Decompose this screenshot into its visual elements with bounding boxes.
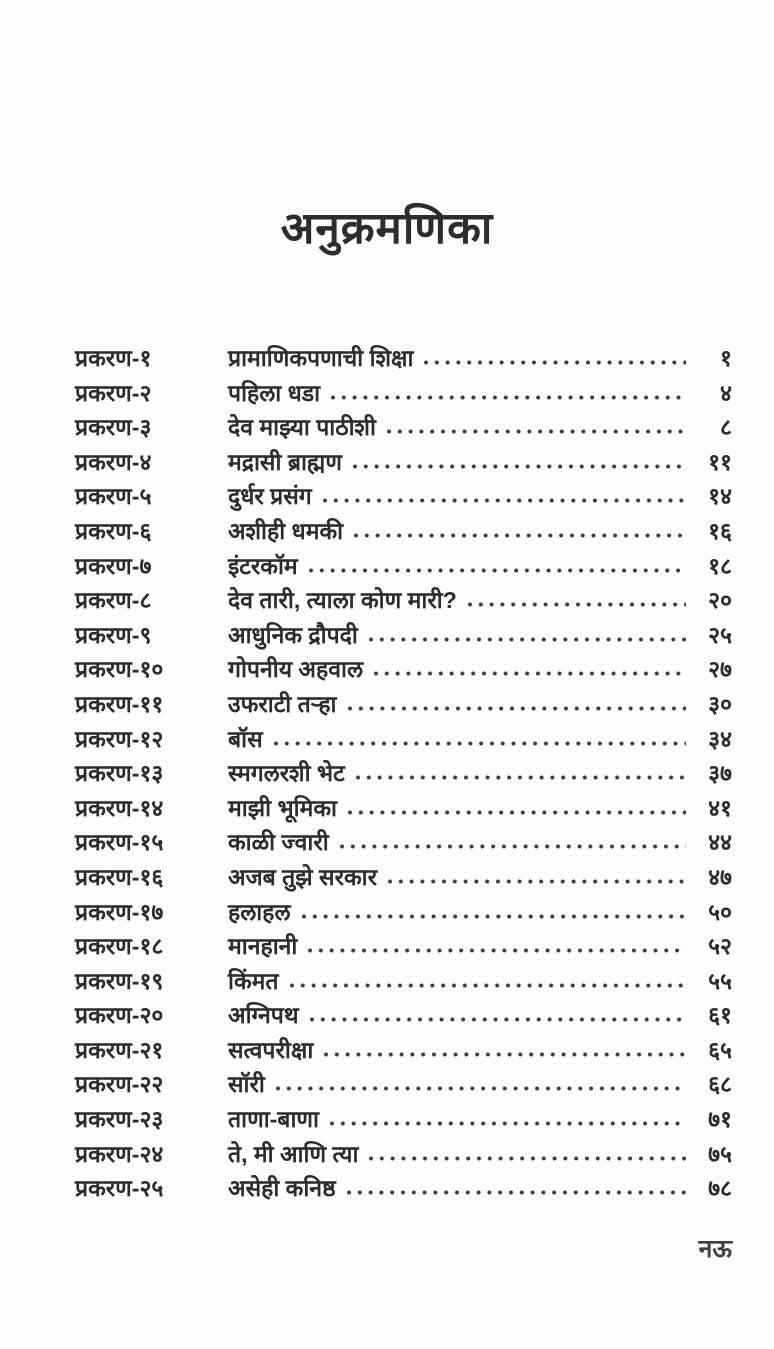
dot-leader bbox=[421, 358, 686, 366]
page-number: २७ bbox=[708, 656, 732, 683]
chapter-label: प्रकरण-२५ bbox=[75, 1175, 164, 1202]
dot-leader bbox=[287, 981, 687, 989]
toc-row bbox=[75, 998, 732, 1033]
chapter-title: दुर्धर प्रसंग bbox=[228, 483, 312, 510]
page-number: ३० bbox=[708, 690, 732, 717]
page-number: ७८ bbox=[708, 1175, 732, 1202]
dot-leader bbox=[353, 773, 686, 781]
toc-row bbox=[75, 549, 732, 584]
dot-leader bbox=[371, 669, 686, 677]
chapter-label: प्रकरण-१३ bbox=[75, 760, 164, 787]
page-number: ३७ bbox=[708, 760, 732, 787]
chapter-title: अजब तुझे सरकार bbox=[228, 863, 378, 890]
page-number: ५५ bbox=[708, 967, 732, 994]
page-number: ५० bbox=[708, 898, 732, 925]
toc-row bbox=[75, 1033, 732, 1068]
dot-leader bbox=[320, 496, 686, 504]
chapter-title: बॉस bbox=[228, 725, 263, 752]
chapter-label: प्रकरण-२ bbox=[75, 379, 152, 406]
toc-row bbox=[75, 825, 732, 860]
dot-leader bbox=[384, 427, 686, 435]
page-number: ११ bbox=[708, 448, 732, 475]
page-number: ६५ bbox=[708, 1036, 732, 1063]
chapter-label: प्रकरण-९ bbox=[75, 621, 152, 648]
chapter-title: आधुनिक द्रौपदी bbox=[228, 621, 358, 648]
dot-leader bbox=[345, 808, 686, 816]
dot-leader bbox=[385, 877, 686, 885]
page-number: ४१ bbox=[708, 794, 732, 821]
chapter-label: प्रकरण-१२ bbox=[75, 725, 164, 752]
chapter-title: गोपनीय अहवाल bbox=[228, 656, 364, 683]
chapter-title: काळी ज्वारी bbox=[228, 829, 329, 856]
page-number: ४७ bbox=[708, 863, 732, 890]
toc-row bbox=[75, 445, 732, 480]
toc-row bbox=[75, 341, 732, 376]
dot-leader bbox=[344, 1188, 686, 1196]
page-number: २० bbox=[708, 587, 732, 614]
toc-row bbox=[75, 756, 732, 791]
dot-leader bbox=[307, 1015, 686, 1023]
toc-row bbox=[75, 1102, 732, 1137]
page-number: ७१ bbox=[708, 1106, 732, 1133]
footer-page-number-word: नऊ bbox=[698, 1235, 732, 1263]
chapter-label: प्रकरण-८ bbox=[75, 587, 152, 614]
dot-leader bbox=[345, 704, 687, 712]
toc-row bbox=[75, 1171, 732, 1206]
chapter-label: प्रकरण-५ bbox=[75, 483, 152, 510]
chapter-label: प्रकरण-१९ bbox=[75, 967, 164, 994]
chapter-title: अशीही धमकी bbox=[228, 517, 344, 544]
page-number: १४ bbox=[708, 483, 732, 510]
page-number: ४ bbox=[720, 379, 732, 406]
page-number: ४४ bbox=[708, 829, 732, 856]
chapter-label: प्रकरण-३ bbox=[75, 414, 152, 441]
page-number: २५ bbox=[708, 621, 732, 648]
toc-list bbox=[75, 341, 732, 1206]
toc-row bbox=[75, 860, 732, 895]
toc-row bbox=[75, 376, 732, 411]
dot-leader bbox=[271, 739, 686, 747]
chapter-title: सत्वपरीक्षा bbox=[228, 1036, 314, 1063]
toc-row bbox=[75, 1137, 732, 1172]
chapter-label: प्रकरण-७ bbox=[75, 552, 152, 579]
page-number: १८ bbox=[708, 552, 732, 579]
toc-row bbox=[75, 410, 732, 445]
dot-leader bbox=[366, 1154, 686, 1162]
toc-row bbox=[75, 929, 732, 964]
chapter-title: ताणा-बाणा bbox=[228, 1106, 319, 1133]
dot-leader bbox=[465, 600, 686, 608]
chapter-title: सॉरी bbox=[228, 1071, 265, 1098]
chapter-label: प्रकरण-२१ bbox=[75, 1036, 164, 1063]
chapter-title: अग्निपथ bbox=[228, 1002, 299, 1029]
chapter-label: प्रकरण-२० bbox=[75, 1002, 164, 1029]
chapter-label: प्रकरण-११ bbox=[75, 690, 164, 717]
toc-row bbox=[75, 687, 732, 722]
toc-row bbox=[75, 964, 732, 999]
chapter-label: प्रकरण-१० bbox=[75, 656, 164, 683]
page-number: १ bbox=[720, 345, 732, 371]
chapter-label: प्रकरण-१५ bbox=[75, 829, 164, 856]
chapter-title: मानहानी bbox=[228, 933, 298, 960]
toc-row bbox=[75, 618, 732, 653]
chapter-label: प्रकरण-१६ bbox=[75, 863, 164, 890]
dot-leader bbox=[337, 842, 686, 850]
chapter-label: प्रकरण-१७ bbox=[75, 898, 164, 925]
chapter-label: प्रकरण-२४ bbox=[75, 1140, 164, 1167]
dot-leader bbox=[350, 462, 686, 470]
dot-leader bbox=[305, 946, 686, 954]
chapter-label: प्रकरण-६ bbox=[75, 517, 152, 544]
page-number: ३४ bbox=[708, 725, 732, 752]
toc-row bbox=[75, 514, 732, 549]
chapter-title: मद्रासी ब्राह्मण bbox=[228, 448, 342, 475]
chapter-title: इंटरकॉम bbox=[228, 552, 298, 579]
page-number: ८ bbox=[720, 414, 732, 441]
page-number: ६१ bbox=[708, 1002, 732, 1029]
chapter-label: प्रकरण-१ bbox=[75, 345, 152, 371]
page-number: ७५ bbox=[708, 1140, 732, 1167]
chapter-title: असेही कनिष्ठ bbox=[228, 1175, 336, 1202]
toc-row bbox=[75, 791, 732, 826]
dot-leader bbox=[306, 566, 686, 574]
chapter-label: प्रकरण-१८ bbox=[75, 933, 164, 960]
chapter-title: पहिला धडा bbox=[228, 379, 321, 406]
toc-row bbox=[75, 479, 732, 514]
chapter-title: देव तारी, त्याला कोण मारी? bbox=[228, 587, 457, 614]
chapter-title: माझी भूमिका bbox=[228, 794, 337, 821]
toc-row bbox=[75, 652, 732, 687]
dot-leader bbox=[321, 1050, 686, 1058]
toc-row bbox=[75, 722, 732, 757]
chapter-title: स्मगलरशी भेट bbox=[228, 760, 345, 787]
chapter-label: प्रकरण-१४ bbox=[75, 794, 164, 821]
chapter-title: हलाहल bbox=[228, 898, 291, 925]
toc-row bbox=[75, 895, 732, 930]
dot-leader bbox=[366, 635, 686, 643]
page-number: ५२ bbox=[708, 933, 732, 960]
page-number: १६ bbox=[708, 517, 732, 544]
chapter-label: प्रकरण-४ bbox=[75, 448, 152, 475]
toc-row bbox=[75, 1067, 732, 1102]
dot-leader bbox=[327, 1119, 686, 1127]
toc-row bbox=[75, 583, 732, 618]
dot-leader bbox=[273, 1084, 686, 1092]
chapter-title: प्रामाणिकपणाची शिक्षा bbox=[228, 345, 414, 371]
chapter-title: ते, मी आणि त्या bbox=[228, 1140, 359, 1167]
dot-leader bbox=[351, 531, 686, 539]
chapter-title: किंमत bbox=[228, 967, 279, 994]
chapter-label: प्रकरण-२३ bbox=[75, 1106, 164, 1133]
chapter-title: उफराटी तऱ्हा bbox=[228, 690, 337, 717]
chapter-title: देव माझ्या पाठीशी bbox=[228, 414, 376, 441]
dot-leader bbox=[328, 393, 686, 401]
dot-leader bbox=[299, 912, 686, 920]
page-number: ६८ bbox=[708, 1071, 732, 1098]
chapter-label: प्रकरण-२२ bbox=[75, 1071, 164, 1098]
page-title: अनुक्रमणिका bbox=[280, 204, 494, 253]
